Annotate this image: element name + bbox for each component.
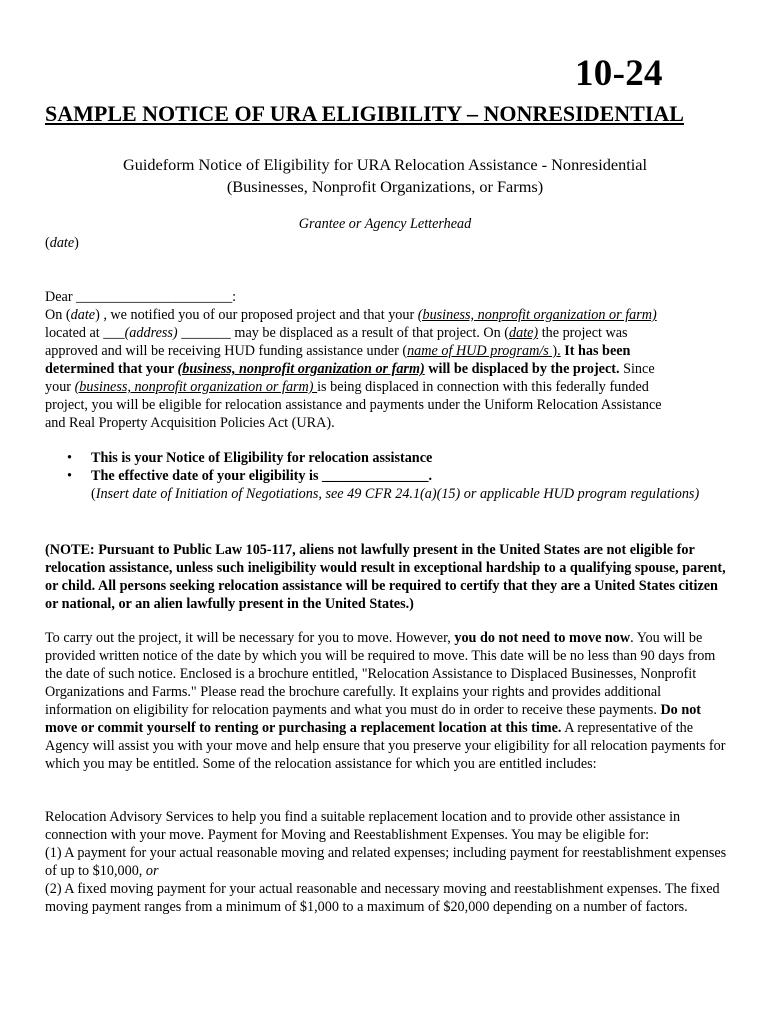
date-instruction: Insert date of Initiation of Negotiations, see 49 CFR 24.1(a)(15) or applicable HUD program regulations): [95, 486, 700, 502]
letterhead-placeholder: Grantee or Agency Letterhead: [298, 216, 472, 232]
intro-line-3: approved and will be receiving HUD funding assistance under (name of HUD program/s ). It has been: [45, 343, 631, 359]
intro-line-2: located at ___(address) _______ may be displaced as a result of that project. On (date) the project was: [45, 325, 628, 341]
date-line: (date): [45, 235, 79, 251]
subtitle-line-1: Guideform Notice of Eligibility for URA Relocation Assistance - Nonresidential: [122, 155, 648, 174]
form-number: 10-24: [575, 53, 663, 94]
eligibility-bullets: [45, 449, 730, 503]
entity-placeholder: (business, nonprofit organization or farm): [417, 307, 657, 323]
bullet-item: • This is your Notice of Eligibility for relocation assistance: [67, 450, 433, 466]
intro-paragraph: [45, 288, 730, 432]
intro-line-6: project, you will be eligible for relocation assistance and payments under the Uniform Relocation Assistance: [45, 397, 662, 413]
note-paragraph: (NOTE: Pursuant to Public Law 105-117, aliens not lawfully present in the United States are not eligible for relocation assistance, unless such ineligibility would result in exceptional hardship to a qualifying spouse, parent, or child. All persons seeking relocation assistance will be required to certify that they are a United States citizen or national, or an alien lawfully present in the United States.): [45, 542, 726, 612]
bullet-item: • The effective date of your eligibility is _______________. (Insert date of Initiation of Negotiations, see 49 CFR 24.1(a)(15) or applicable HUD program regulations): [67, 468, 700, 502]
bullet-icon: •: [67, 468, 72, 484]
intro-line-4: determined that your (business, nonprofit organization or farm) will be displaced by the project. Since: [45, 361, 655, 377]
move-paragraph: To carry out the project, it will be necessary for you to move. However, you do not need to move now. You will be provided written notice of the date by which you will be required to move. This date will be no less than 90 days from the date of such notice. Enclosed is a brochure entitled, "Relocation Assistance to Displaced Businesses, Nonprofit Organizations and Farms." Please read the brochure carefully. It explains your rights and provides additional information on eligibility for relocation payments and what you must do in order to receive these payments. Do not move or commit yourself to renting or purchasing a replacement location at this time. A representative of the Agency will assist you with your move and help ensure that you preserve your eligibility for all relocation payments for which you may be entitled. Some of the relocation assistance for which you are entitled includes:: [45, 630, 726, 772]
date-placeholder: date: [49, 235, 75, 251]
subtitle-line-2: (Businesses, Nonprofit Organizations, or Farms): [226, 177, 544, 196]
intro-line-7: and Real Property Acquisition Policies Act (URA).: [45, 415, 335, 431]
intro-line-5: your (business, nonprofit organization or farm) is being displaced in connection with this federally funded: [45, 379, 649, 395]
services-paragraph: Relocation Advisory Services to help you find a suitable replacement location and to provide other assistance in connection with your move. Payment for Moving and Reestablishment Expenses. You may be eligible for: (1) A payment for your actual reasonable moving and related expenses; including payment for reestablishment expenses of up to $10,000, or (2) A fixed moving payment for your actual reasonable and necessary moving and reestablishment expenses. The fixed moving payment ranges from a minimum of $1,000 to a maximum of $20,000 depending on a number of factors.: [45, 809, 727, 915]
bullet-icon: •: [67, 450, 72, 466]
page-title: SAMPLE NOTICE OF URA ELIGIBILITY – NONRESIDENTIAL: [45, 101, 684, 126]
salutation: Dear ______________________:: [45, 289, 237, 305]
intro-line-1: On (date) , we notified you of our proposed project and that your (business, nonprofit organization or farm): [45, 307, 657, 323]
subtitle: [0, 154, 770, 198]
